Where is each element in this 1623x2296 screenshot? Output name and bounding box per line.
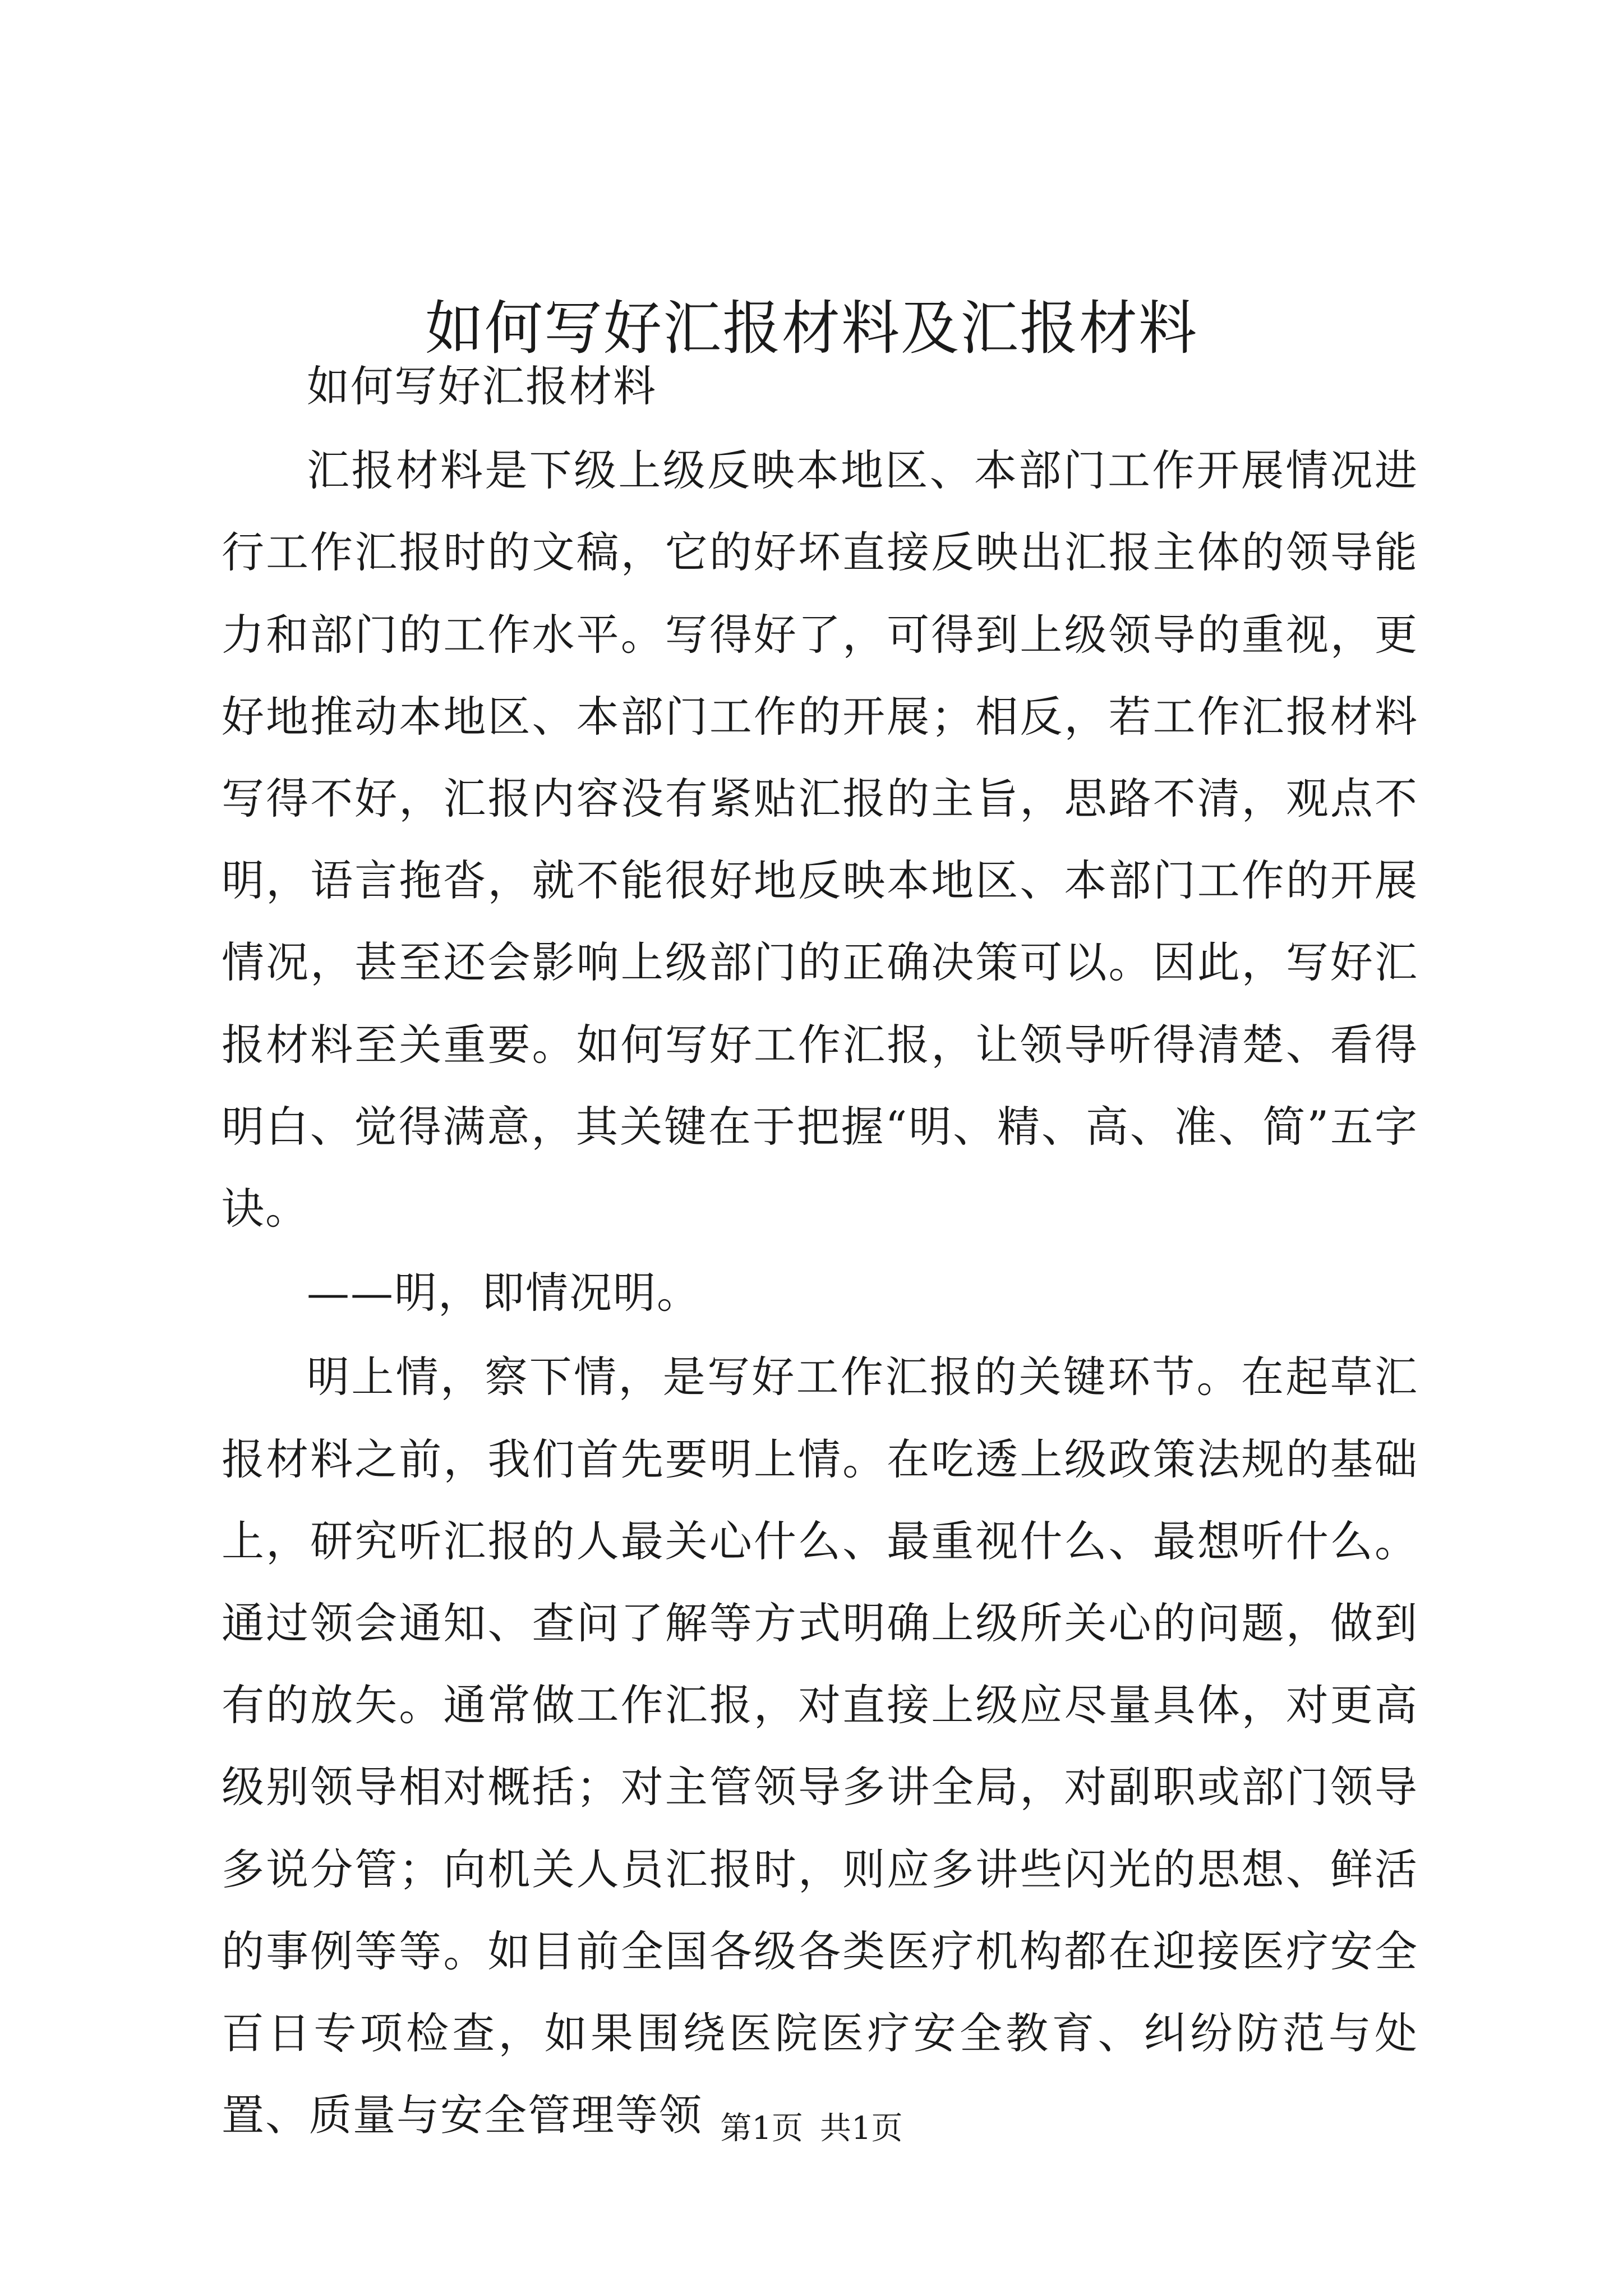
document-title: 如何写好汇报材料及汇报材料 bbox=[425, 294, 1198, 362]
intro-paragraph: 汇报材料是下级上级反映本地区、本部门工作开展情况进行工作汇报时的文稿，它的好坏直接反映出汇报主体的领导能力和部门的工作水平。写得好了，可得到上级领导的重视，更好地推动本地区、本部门工作的开展；相反，若工作汇报材料写得不好，汇报内容没有紧贴汇报的主旨，思路不清，观点不明，语言拖沓，就不能很好地反映本地区、本部门工作的开展情况，甚至还会影响上级部门的正确决策可以。因此，写好汇报材料至关重要。如何写好工作汇报，让领导听得清楚、看得明白、觉得满意，其关键在于把握“明、精、高、准、简”五字诀。 bbox=[222, 445, 1418, 1234]
section-heading: 如何写好汇报材料 bbox=[307, 361, 657, 411]
point-heading-ming: ——明，即情况明。 bbox=[307, 1268, 700, 1318]
page-number: 第1页 bbox=[720, 2110, 803, 2147]
document-body bbox=[222, 342, 1418, 2156]
page-total: 共1页 bbox=[820, 2110, 903, 2147]
body-paragraph: 明上情，察下情，是写好工作汇报的关键环节。在起草汇报材料之前，我们首先要明上情。在吃透上级政策法规的基础上，研究听汇报的人最关心什么、最重视什么、最想听什么。通过领会通知、查问了解等方式明确上级所关心的问题，做到有的放矢。通常做工作汇报，对直接上级应尽量具体，对更高级别领导相对概括；对主管领导多讲全局，对副职或部门领导多说分管；向机关人员汇报时，则应多讲些闪光的思想、鲜活的事例等等。如目前全国各级各类医疗机构都在迎接医疗安全百日专项检查，如果围绕医院医疗安全教育、纠纷防范与处置、质量与安全管理等领 bbox=[222, 1352, 1418, 2141]
page-footer bbox=[0, 2106, 1623, 2151]
